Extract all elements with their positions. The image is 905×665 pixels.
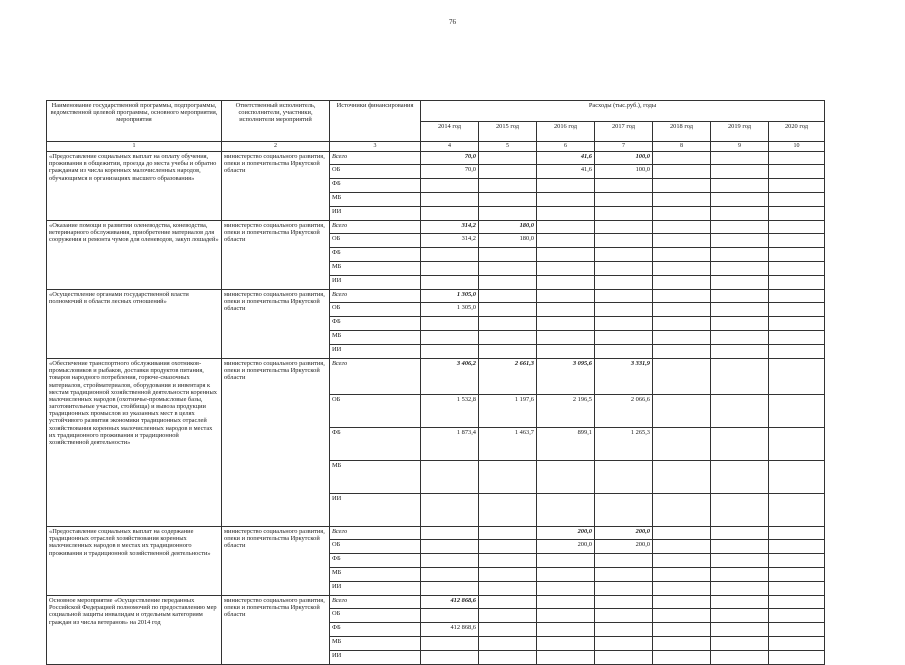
expense-value [595, 303, 653, 317]
expense-value [537, 276, 595, 290]
expense-value: 314,2 [421, 234, 479, 248]
funding-source: МБ [330, 331, 421, 345]
funding-source: ОБ [330, 540, 421, 554]
year-header: 2020 год [769, 122, 825, 142]
expense-value [537, 623, 595, 637]
funding-source: ИИ [330, 651, 421, 665]
funding-source: МБ [330, 262, 421, 276]
expense-value [421, 461, 479, 494]
expense-value [653, 494, 711, 527]
financing-table [46, 100, 825, 665]
expense-value [595, 331, 653, 345]
expense-value [711, 179, 769, 193]
funding-source: ФБ [330, 623, 421, 637]
expense-value [769, 303, 825, 317]
expense-value [769, 582, 825, 596]
expense-value: 70,0 [421, 152, 479, 165]
funding-source: ФБ [330, 554, 421, 568]
expense-value [479, 303, 537, 317]
expense-value [711, 527, 769, 540]
funding-source: ИИ [330, 207, 421, 221]
expense-value [479, 317, 537, 331]
expense-value [537, 461, 595, 494]
expense-value [653, 582, 711, 596]
expense-value [537, 317, 595, 331]
expense-value [653, 527, 711, 540]
expense-value [769, 395, 825, 428]
funding-source: ФБ [330, 179, 421, 193]
expense-value: 41,6 [537, 152, 595, 165]
expense-value [711, 262, 769, 276]
expense-value [711, 637, 769, 651]
expense-value [537, 248, 595, 262]
funding-source: МБ [330, 568, 421, 582]
expense-value [537, 609, 595, 623]
funding-source: ИИ [330, 582, 421, 596]
header-executor: Ответственный исполнитель, соисполнители, участники, исполнители мероприятий [222, 101, 330, 142]
expense-value [711, 152, 769, 165]
expense-value [595, 193, 653, 207]
expense-value [769, 248, 825, 262]
expense-value [479, 609, 537, 623]
funding-source: ИИ [330, 494, 421, 527]
expense-value: 2 066,6 [595, 395, 653, 428]
column-number: 5 [479, 142, 537, 152]
expense-value [421, 193, 479, 207]
funding-source: Всего [330, 221, 421, 234]
expense-value [769, 651, 825, 665]
expense-value [479, 568, 537, 582]
expense-value [421, 527, 479, 540]
expense-value [711, 165, 769, 179]
funding-source: ФБ [330, 248, 421, 262]
expense-value [479, 152, 537, 165]
expense-value [769, 193, 825, 207]
expense-value [479, 623, 537, 637]
expense-value [653, 395, 711, 428]
expense-value [711, 582, 769, 596]
expense-value [479, 461, 537, 494]
expense-value [537, 207, 595, 221]
expense-value [769, 290, 825, 303]
table-row [47, 290, 825, 303]
expense-value [595, 317, 653, 331]
expense-value [653, 262, 711, 276]
expense-value [653, 248, 711, 262]
expense-value [653, 179, 711, 193]
funding-source: Всего [330, 359, 421, 395]
expense-value [479, 527, 537, 540]
expense-value [421, 554, 479, 568]
year-header: 2019 год [711, 122, 769, 142]
expense-value [711, 596, 769, 609]
expense-value [769, 234, 825, 248]
expense-value [769, 428, 825, 461]
expense-value: 200,0 [595, 540, 653, 554]
expense-value [537, 651, 595, 665]
funding-source: ФБ [330, 317, 421, 331]
header-expenses: Расходы (тыс.руб.), годы [421, 101, 825, 122]
expense-value [479, 596, 537, 609]
expense-value [595, 582, 653, 596]
expense-value [769, 554, 825, 568]
expense-value [769, 494, 825, 527]
activity-executor: министерство социального развития, опеки и попечительства Иркутской области [222, 359, 330, 527]
expense-value [421, 331, 479, 345]
funding-source: ИИ [330, 345, 421, 359]
activity-executor: министерство социального развития, опеки и попечительства Иркутской области [222, 527, 330, 596]
expense-value [421, 262, 479, 276]
expense-value [421, 582, 479, 596]
expense-value [711, 276, 769, 290]
expense-value [653, 596, 711, 609]
expense-value [537, 179, 595, 193]
expense-value: 180,0 [479, 234, 537, 248]
expense-value [769, 623, 825, 637]
expense-value [479, 248, 537, 262]
year-header: 2016 год [537, 122, 595, 142]
table-row [47, 152, 825, 165]
expense-value [711, 623, 769, 637]
expense-value [653, 359, 711, 395]
funding-source: ИИ [330, 276, 421, 290]
expense-value [653, 234, 711, 248]
expense-value [537, 345, 595, 359]
expense-value: 180,0 [479, 221, 537, 234]
expense-value: 3 095,6 [537, 359, 595, 395]
expense-value [769, 345, 825, 359]
expense-value [769, 262, 825, 276]
expense-value [769, 637, 825, 651]
funding-source: ФБ [330, 428, 421, 461]
expense-value [479, 179, 537, 193]
expense-value [421, 637, 479, 651]
expense-value [595, 651, 653, 665]
expense-value [479, 165, 537, 179]
column-number: 6 [537, 142, 595, 152]
year-header: 2014 год [421, 122, 479, 142]
expense-value: 200,0 [537, 540, 595, 554]
expense-value [479, 207, 537, 221]
activity-name: «Обеспечение транспортного обслуживания охотников-промысловиков и рыбаков, доставки продуктов питания, товаров народного потребления, горюче-смазочных материалов, стройматериалов, оборудования и инвентаря к местам традиционной хозяйственной деятельности коренных малочисленных народов (охотничье-промысловые базы, заготовительные участки, стойбища) и вывоза продукции традиционных промыслов из указанных мест в целях устойчивого развития экономики традиционных отраслей хозяйствования коренных малочисленных народов в местах их традиционного проживания и традиционной хозяйственной деятельности» [47, 359, 222, 527]
expense-value [421, 494, 479, 527]
expense-value [537, 303, 595, 317]
expense-value [421, 540, 479, 554]
expense-value: 1 197,6 [479, 395, 537, 428]
expense-value [769, 179, 825, 193]
expense-value [595, 290, 653, 303]
expense-value [595, 609, 653, 623]
expense-value: 1 265,3 [595, 428, 653, 461]
expense-value [653, 152, 711, 165]
expense-value: 412 868,6 [421, 596, 479, 609]
column-number: 8 [653, 142, 711, 152]
expense-value [537, 290, 595, 303]
expense-value [595, 623, 653, 637]
funding-source: МБ [330, 637, 421, 651]
expense-value [711, 303, 769, 317]
expense-value [653, 317, 711, 331]
activity-executor: министерство социального развития, опеки и попечительства Иркутской области [222, 596, 330, 665]
expense-value [653, 331, 711, 345]
funding-source: ОБ [330, 165, 421, 179]
expense-value: 200,0 [537, 527, 595, 540]
expense-value [711, 568, 769, 582]
expense-value [421, 179, 479, 193]
activity-name: Основное мероприятие «Осуществление переданных Российской Федерацией полномочий по предоставлению мер социальной защиты инвалидам и отдельным категориям граждан из числа ветеранов» на 2014 год [47, 596, 222, 665]
expense-value [595, 179, 653, 193]
expense-value: 41,6 [537, 165, 595, 179]
table-row [47, 527, 825, 540]
activity-executor: министерство социального развития, опеки и попечительства Иркутской области [222, 152, 330, 221]
table-row [47, 359, 825, 395]
expense-value [711, 651, 769, 665]
expense-value [595, 248, 653, 262]
expense-value [421, 248, 479, 262]
page-number: 76 [449, 18, 456, 26]
column-number: 4 [421, 142, 479, 152]
header-name: Наименование государственной программы, подпрограммы, ведомственной целевой программы, основного мероприятия, мероприятия [47, 101, 222, 142]
expense-value [769, 317, 825, 331]
expense-value [711, 428, 769, 461]
expense-value: 1 873,4 [421, 428, 479, 461]
expense-value [653, 609, 711, 623]
expense-value [653, 303, 711, 317]
expense-value: 1 532,8 [421, 395, 479, 428]
expense-value [479, 582, 537, 596]
expense-value: 200,0 [595, 527, 653, 540]
expense-value [711, 461, 769, 494]
expense-value [653, 290, 711, 303]
expense-value [595, 262, 653, 276]
funding-source: ОБ [330, 395, 421, 428]
expense-value [537, 234, 595, 248]
header-sources: Источники финансирования [330, 101, 421, 142]
expense-value [421, 345, 479, 359]
activity-name: «Осуществление органами государственной власти полномочий в области лесных отношений» [47, 290, 222, 359]
expense-value [711, 609, 769, 623]
column-number: 9 [711, 142, 769, 152]
expense-value [537, 331, 595, 345]
activity-executor: министерство социального развития, опеки и попечительства Иркутской области [222, 290, 330, 359]
expense-value [653, 207, 711, 221]
expense-value [479, 637, 537, 651]
activity-name: «Оказание помощи в развитии оленеводства, коневодства, ветеринарного обслуживания, приобретение материалов для сооружения и ремонта чумов для оленеводов, закуп лошадей» [47, 221, 222, 290]
funding-source: Всего [330, 290, 421, 303]
expense-value [711, 494, 769, 527]
expense-value [653, 345, 711, 359]
expense-value [537, 262, 595, 276]
column-number: 3 [330, 142, 421, 152]
table-row [47, 596, 825, 609]
expense-value: 1 305,0 [421, 303, 479, 317]
expense-value [479, 193, 537, 207]
expense-value [479, 651, 537, 665]
expense-value [653, 428, 711, 461]
expense-value [769, 596, 825, 609]
funding-source: ОБ [330, 609, 421, 623]
expense-value [479, 540, 537, 554]
expense-value [711, 221, 769, 234]
expense-value [769, 527, 825, 540]
expense-value [595, 596, 653, 609]
expense-value [769, 331, 825, 345]
expense-value [595, 207, 653, 221]
table-row [47, 221, 825, 234]
funding-source: ОБ [330, 303, 421, 317]
year-header: 2017 год [595, 122, 653, 142]
expense-value [653, 540, 711, 554]
expense-value [595, 637, 653, 651]
expense-value [595, 461, 653, 494]
expense-value [421, 609, 479, 623]
funding-source: ОБ [330, 234, 421, 248]
expense-value [711, 290, 769, 303]
expense-value [479, 276, 537, 290]
activity-executor: министерство социального развития, опеки и попечительства Иркутской области [222, 221, 330, 290]
expense-value [769, 568, 825, 582]
expense-value [653, 165, 711, 179]
expense-value: 100,0 [595, 152, 653, 165]
funding-source: МБ [330, 193, 421, 207]
expense-value [595, 494, 653, 527]
expense-value: 412 868,6 [421, 623, 479, 637]
column-number: 1 [47, 142, 222, 152]
expense-value [769, 461, 825, 494]
expense-value [595, 345, 653, 359]
expense-value [769, 276, 825, 290]
expense-value [479, 494, 537, 527]
expense-value [653, 623, 711, 637]
expense-value [537, 494, 595, 527]
expense-value [653, 651, 711, 665]
expense-value [595, 234, 653, 248]
expense-value [479, 331, 537, 345]
expense-value [769, 165, 825, 179]
expense-value [595, 221, 653, 234]
expense-value [421, 568, 479, 582]
expense-value [537, 221, 595, 234]
expense-value [653, 637, 711, 651]
funding-source: Всего [330, 527, 421, 540]
expense-value [653, 221, 711, 234]
expense-value: 899,1 [537, 428, 595, 461]
expense-value [653, 461, 711, 494]
expense-value [769, 152, 825, 165]
expense-value [537, 193, 595, 207]
expense-value: 314,2 [421, 221, 479, 234]
column-number: 7 [595, 142, 653, 152]
column-number: 10 [769, 142, 825, 152]
expense-value [711, 395, 769, 428]
expense-value: 2 196,5 [537, 395, 595, 428]
expense-value [653, 554, 711, 568]
funding-source: Всего [330, 596, 421, 609]
expense-value [769, 207, 825, 221]
year-header: 2018 год [653, 122, 711, 142]
expense-value: 1 463,7 [479, 428, 537, 461]
expense-value [769, 540, 825, 554]
expense-value [711, 248, 769, 262]
header-row [47, 101, 825, 122]
expense-value [479, 554, 537, 568]
expense-value [711, 331, 769, 345]
expense-value: 70,0 [421, 165, 479, 179]
expense-value [421, 317, 479, 331]
expense-value: 100,0 [595, 165, 653, 179]
year-header: 2015 год [479, 122, 537, 142]
expense-value [711, 317, 769, 331]
expense-value [711, 345, 769, 359]
activity-name: «Предоставление социальных выплат на содержание традиционных отраслей хозяйствования коренных малочисленных народов в местах их традиционного проживания и традиционной хозяйственной деятельности» [47, 527, 222, 596]
expense-value [711, 207, 769, 221]
expense-value [537, 568, 595, 582]
expense-value [595, 276, 653, 290]
expense-value [537, 554, 595, 568]
expense-value [537, 596, 595, 609]
expense-value: 3 406,2 [421, 359, 479, 395]
expense-value [769, 609, 825, 623]
expense-value [421, 651, 479, 665]
expense-value: 2 661,3 [479, 359, 537, 395]
expense-value [421, 207, 479, 221]
expense-value [595, 568, 653, 582]
expense-value [711, 540, 769, 554]
expense-value [537, 582, 595, 596]
expense-value [711, 554, 769, 568]
expense-value [653, 193, 711, 207]
expense-value [537, 637, 595, 651]
expense-value [479, 262, 537, 276]
expense-value [711, 234, 769, 248]
expense-value [479, 345, 537, 359]
expense-value [421, 276, 479, 290]
expense-value [711, 193, 769, 207]
expense-value [769, 359, 825, 395]
expense-value [595, 554, 653, 568]
expense-value [653, 568, 711, 582]
column-number: 2 [222, 142, 330, 152]
funding-source: Всего [330, 152, 421, 165]
funding-source: МБ [330, 461, 421, 494]
expense-value [479, 290, 537, 303]
column-numbers-row [47, 142, 825, 152]
expense-value: 3 331,9 [595, 359, 653, 395]
expense-value [653, 276, 711, 290]
expense-value [769, 221, 825, 234]
activity-name: «Предоставление социальных выплат на оплату обучения, проживания в общежитии, проезда до места учебы и обратно гражданам из числа коренных малочисленных народов, обучающимся в организациях высшего образования» [47, 152, 222, 221]
expense-value [711, 359, 769, 395]
expense-value: 1 305,0 [421, 290, 479, 303]
